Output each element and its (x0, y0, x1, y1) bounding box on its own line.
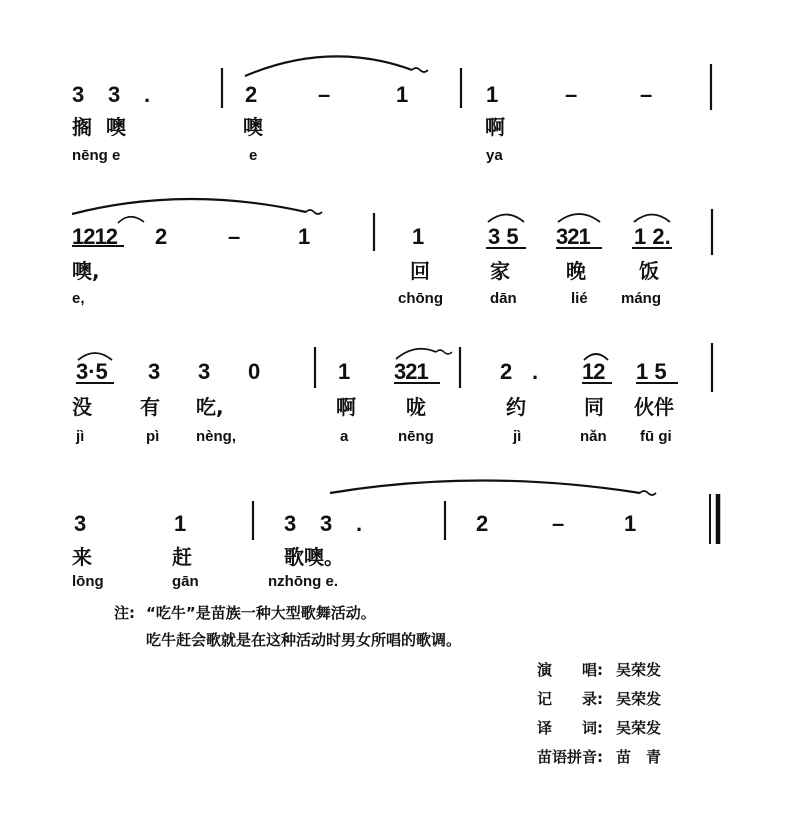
pinyin: jì (513, 428, 522, 445)
lyric: 同 (584, 395, 604, 419)
pinyin: nēng e (72, 147, 121, 164)
lyric: 家 (490, 259, 510, 283)
lyric: 没 (72, 395, 92, 419)
lyric: 啊 (336, 395, 356, 419)
lyric: 咙 (406, 395, 426, 419)
note: 3 (108, 82, 121, 107)
pinyin: lōng (72, 573, 104, 590)
lyric: 噢, (72, 259, 100, 283)
slur (558, 214, 600, 222)
note: 1 (338, 359, 351, 384)
note: 2 (245, 82, 258, 107)
note: 1 (624, 511, 637, 536)
pinyin: fū gi (640, 428, 672, 445)
note: 1 (412, 224, 425, 249)
slur (330, 481, 640, 494)
pinyin: chōng (398, 290, 443, 307)
lyric: 晚 (566, 259, 586, 283)
note: 3·5 (76, 359, 108, 384)
note: – (228, 224, 241, 249)
pinyin: e, (72, 290, 85, 307)
pinyin: máng (621, 290, 662, 307)
note: 321 (556, 224, 590, 249)
lyric: 啊 (485, 115, 505, 139)
note: – (640, 82, 653, 107)
note: 12 (582, 359, 605, 384)
pinyin: ya (486, 147, 503, 164)
lyric: 来 (72, 545, 92, 569)
lyric: 吃, (196, 395, 224, 419)
lyric: 噢 (243, 115, 263, 139)
note: 1 (174, 511, 187, 536)
note: 2 (476, 511, 489, 536)
slur-tail (640, 491, 656, 495)
note: 2 (500, 359, 513, 384)
lyric: 歌噢。 (284, 545, 344, 569)
lyric: 回 (410, 259, 430, 283)
note: . (356, 511, 363, 536)
credit-name: 吴荣发 (616, 661, 662, 679)
pinyin: e (249, 147, 258, 164)
lyric: 约 (506, 395, 526, 419)
note: 3 (74, 511, 87, 536)
note: 3 (72, 82, 85, 107)
note: 3 (198, 359, 211, 384)
pinyin: jì (76, 428, 85, 445)
pinyin: lié (571, 290, 588, 307)
note: 1212 (72, 224, 117, 249)
slur (396, 349, 436, 359)
note: – (565, 82, 578, 107)
lyric: 有 (140, 395, 160, 419)
slur (72, 199, 306, 214)
note: 3 (284, 511, 297, 536)
note: 321 (394, 359, 428, 384)
note: – (318, 82, 331, 107)
slur-tail (306, 210, 322, 214)
credit-role: 译 词: (537, 719, 603, 737)
note: 1 (298, 224, 311, 249)
pinyin: nèng, (196, 428, 236, 445)
pinyin: a (340, 428, 349, 445)
slur (488, 215, 524, 223)
note: 2 (155, 224, 168, 249)
credit-name: 吴荣发 (616, 690, 662, 708)
note: 1 (396, 82, 409, 107)
note: – (552, 511, 565, 536)
slur (245, 56, 412, 76)
slur-tail (436, 350, 452, 354)
note: 1 2. (634, 224, 671, 249)
credit-role: 苗语拼音: (537, 748, 603, 766)
slur (634, 215, 670, 223)
lyric: 伙伴 (634, 395, 674, 419)
note: 3 (320, 511, 333, 536)
pinyin: gān (172, 573, 199, 590)
note: . (144, 82, 151, 107)
pinyin: dān (490, 290, 517, 307)
slur (118, 217, 144, 223)
credit-name: 苗 青 (616, 748, 662, 766)
note: 1 5 (636, 359, 667, 384)
note: 3 (148, 359, 161, 384)
pinyin: pì (146, 428, 160, 445)
lyric: 搁 (72, 115, 92, 139)
lyric: 赶 (172, 545, 192, 569)
lyric: 饭 (639, 259, 659, 283)
footnote-line: 吃牛赶会歌就是在这种活动时男女所唱的歌调。 (146, 631, 462, 649)
footnote-line: “吃牛”是苗族一种大型歌舞活动。 (146, 604, 376, 622)
credit-name: 吴荣发 (616, 719, 662, 737)
slur-tail (412, 68, 428, 72)
credit-role: 演 唱: (537, 661, 603, 679)
lyric: 噢 (106, 115, 126, 139)
footnote-label: 注: (114, 604, 135, 622)
note: 1 (486, 82, 499, 107)
credit-role: 记 录: (537, 690, 603, 708)
pinyin: nǎn (580, 428, 607, 445)
note: 0 (248, 359, 261, 384)
pinyin: nēng (398, 428, 434, 445)
note: . (532, 359, 539, 384)
pinyin: nzhōng e. (268, 573, 338, 590)
note: 3 5 (488, 224, 519, 249)
